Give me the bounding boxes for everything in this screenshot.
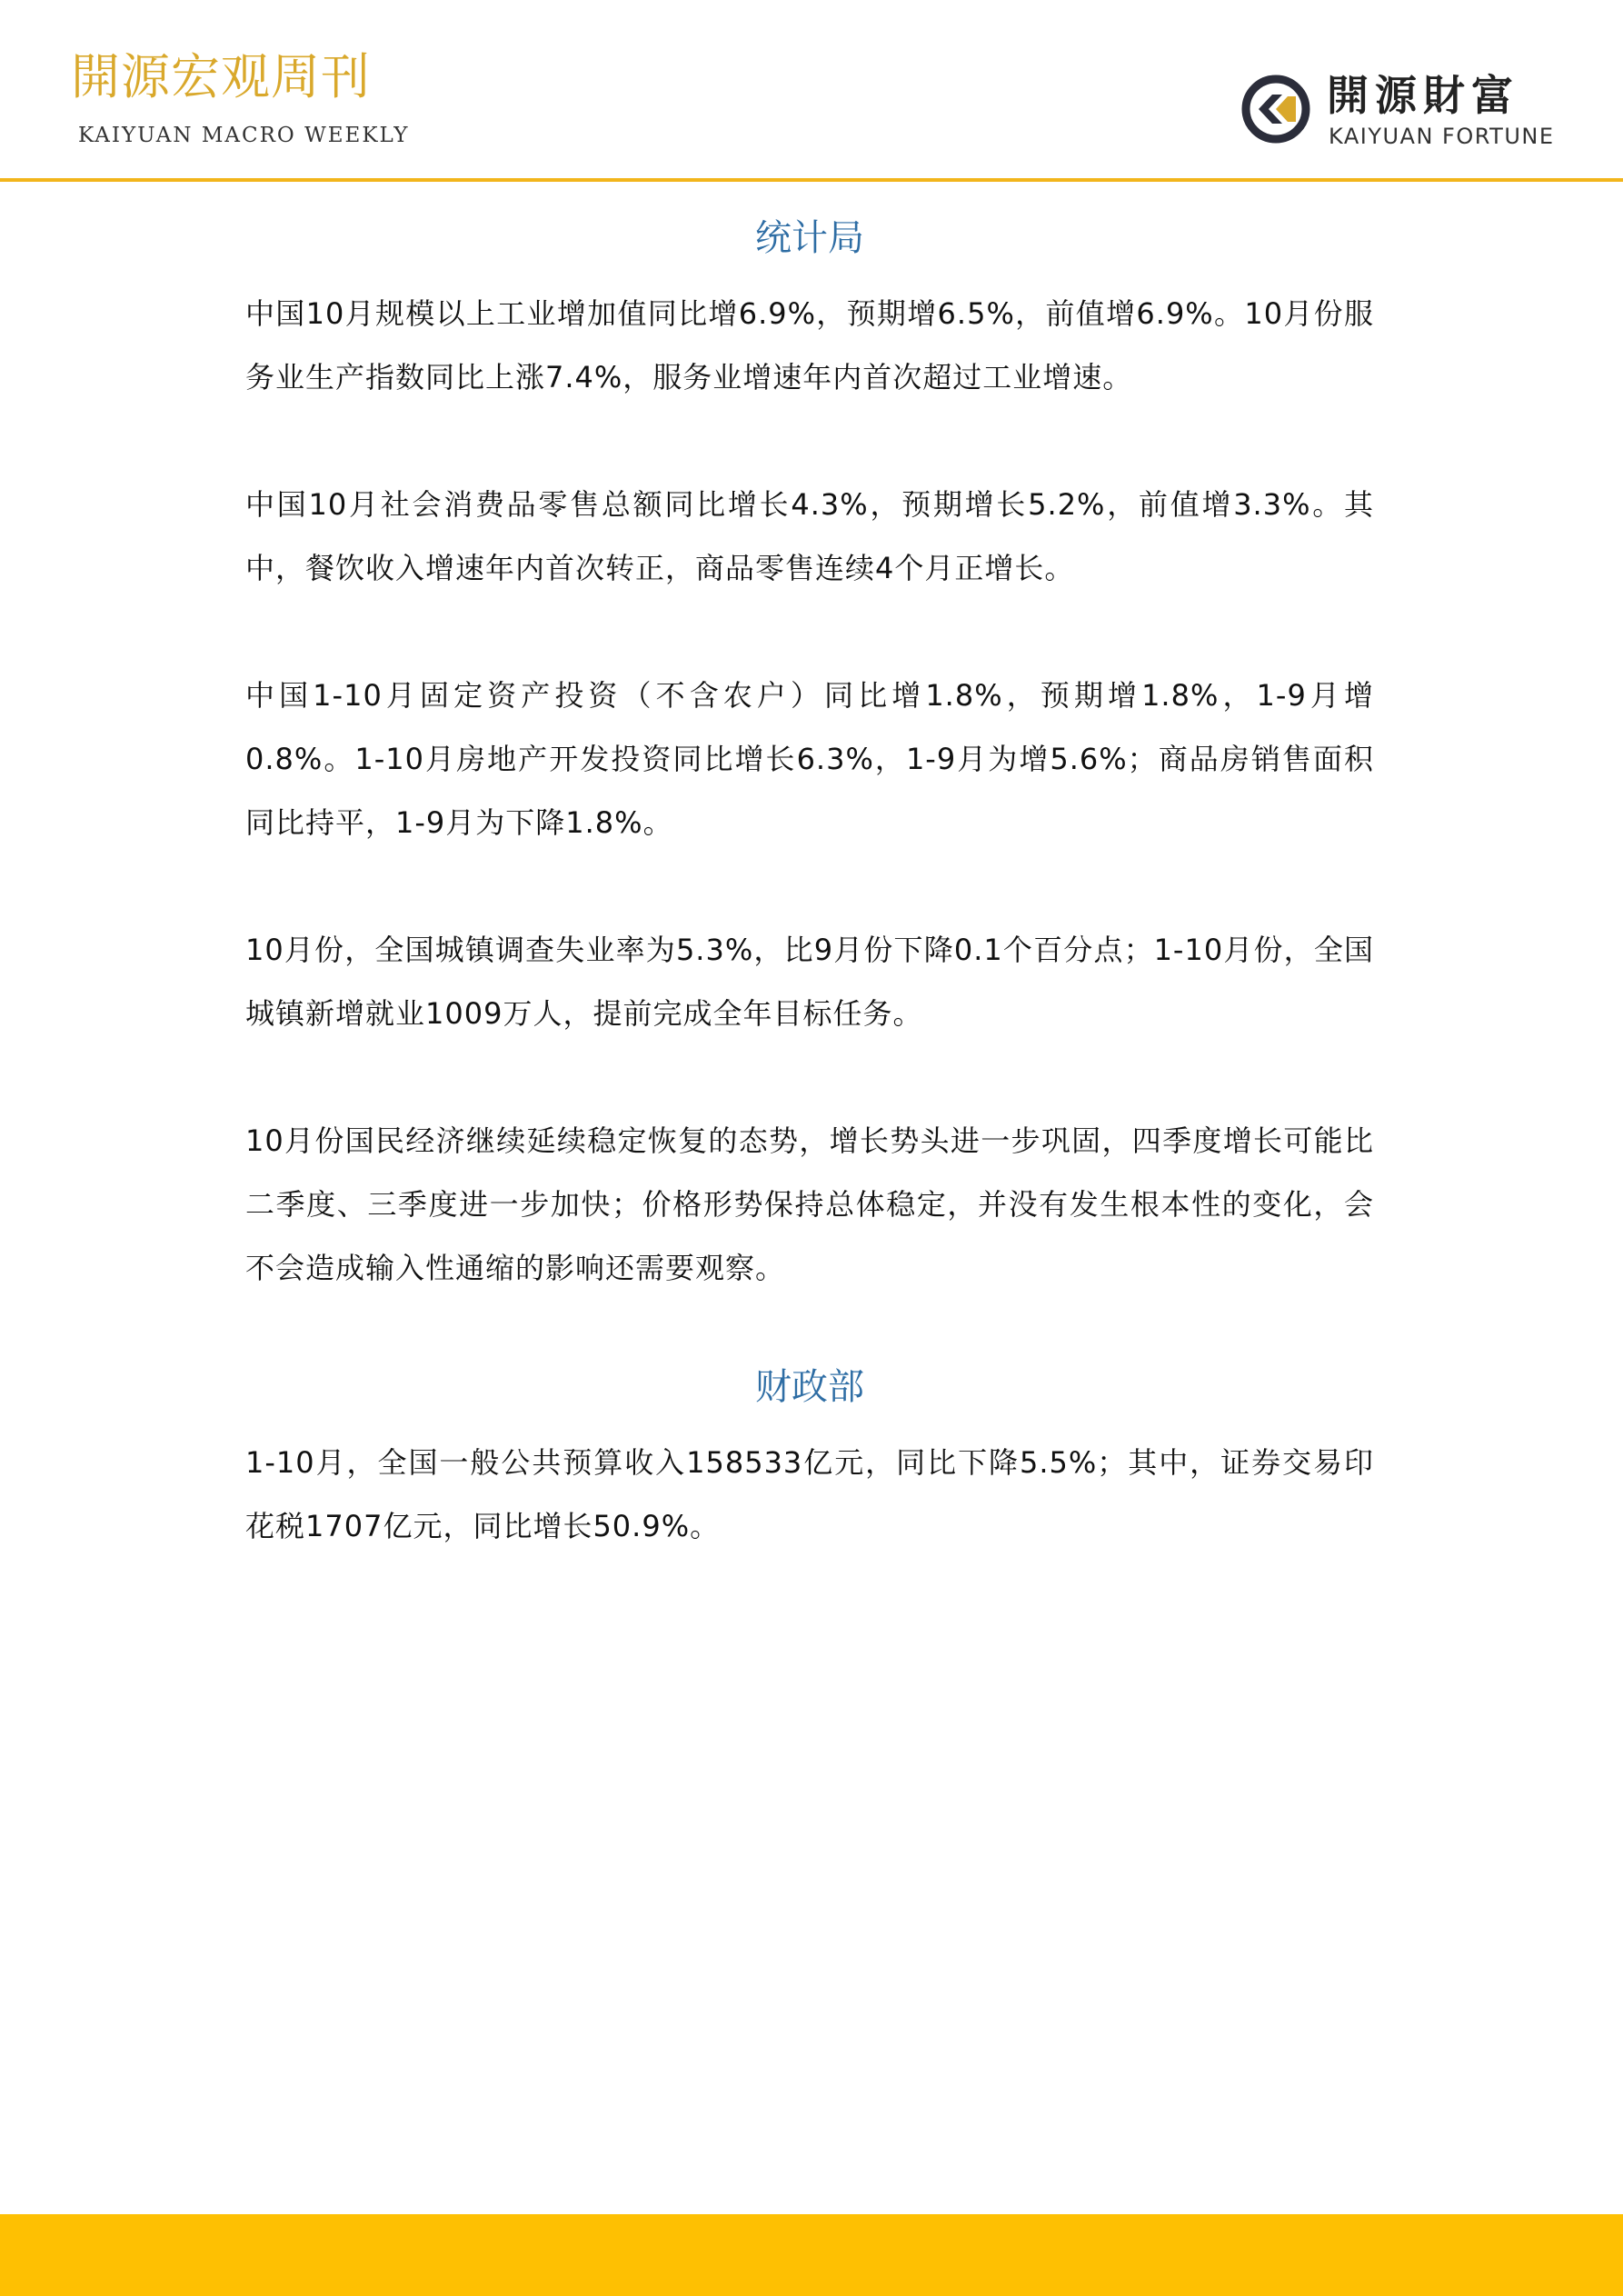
paragraph-industrial-output: 中国10月规模以上工业增加值同比增6.9%，预期增6.5%，前值增6.9%。10月份服务业生产指数同比上涨7.4%，服务业增速年内首次超过工业增速。 <box>245 296 1374 394</box>
logo-chinese-name: 開源財富 <box>1327 71 1519 120</box>
footer-bar <box>0 2214 1623 2296</box>
report-title: 開源宏观周刊 <box>71 48 371 105</box>
page-header <box>0 0 1623 182</box>
paragraph-fixed-asset-investment: 中国1-10月固定资产投资（不含农户）同比增1.8%，预期增1.8%，1-9月增0.8%。1-10月房地产开发投资同比增长6.3%，1-9月为增5.6%；商品房销售面积同比持平，1-9月为下降1.8%。 <box>245 678 1374 840</box>
header-divider <box>0 178 1623 182</box>
kaiyuan-k-emblem-icon <box>1240 73 1312 145</box>
section-title-statistics-bureau: 统计局 <box>755 217 864 259</box>
paragraph-economic-outlook: 10月份国民经济继续延续稳定恢复的态势，增长势头进一步巩固，四季度增长可能比二季度、三季度进一步加快；价格形势保持总体稳定，并没有发生根本性的变化，会不会造成输入性通缩的影响还需要观察。 <box>245 1123 1374 1285</box>
report-subtitle: KAIYUAN MACRO WEEKLY <box>78 124 410 147</box>
paragraph-fiscal-revenue: 1-10月，全国一般公共预算收入158533亿元，同比下降5.5%；其中，证券交易印花税1707亿元，同比增长50.9%。 <box>245 1445 1374 1543</box>
logo-english-name: KAIYUAN FORTUNE <box>1329 124 1555 149</box>
section-title-finance-ministry: 财政部 <box>755 1366 864 1408</box>
kaiyuan-fortune-logo <box>1240 71 1555 155</box>
paragraph-retail-sales: 中国10月社会消费品零售总额同比增长4.3%，预期增长5.2%，前值增3.3%。其中，餐饮收入增速年内首次转正，商品零售连续4个月正增长。 <box>245 487 1374 585</box>
report-body <box>245 209 1374 1558</box>
paragraph-unemployment: 10月份，全国城镇调查失业率为5.3%，比9月份下降0.1个百分点；1-10月份，全国城镇新增就业1009万人，提前完成全年目标任务。 <box>245 933 1374 1031</box>
